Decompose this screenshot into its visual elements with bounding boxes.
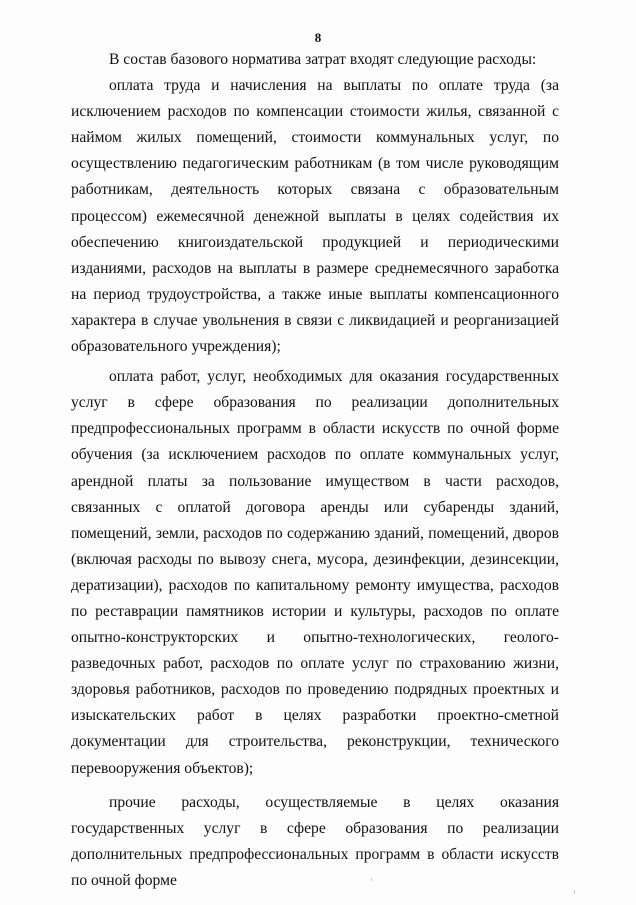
scan-speck	[574, 890, 575, 894]
paragraph-other-costs: прочие расходы, осуществляемые в целях оказания государственных услуг в сфере образования по реализации дополнительных предпрофессиональных программ в области искусств по очной форме	[71, 793, 559, 889]
paragraph-labor-costs: оплата труда и начисления на выплаты по оплате труда (за исключением расходов по компенсации стоимости жилья, связанной с наймом жилых помещений, стоимости коммунальных услуг, по осуществлению педагогическим работникам (в том числе руководящим работникам, деятельность которых связана с образовательным процессом) ежемесячной денежной выплаты в целях содействия их обеспечению книгоиздательской продукцией и периодическими изданиями, расходов на выплаты в размере среднемесячного заработка на период трудоустройства, а также иные выплаты компенсационного характера в случае увольнения в связи с ликвидацией и реорганизацией образовательного учреждения);	[71, 77, 559, 356]
document-body	[71, 47, 559, 894]
paragraph-services-costs: оплата работ, услуг, необходимых для оказания государственных услуг в сфере образования по реализации дополнительных предпрофессиональных программ в области искусств по очной форме обучения (за исключением расходов по оплате коммунальных услуг, арендной платы за пользование имуществом в части расходов, связанных с оплатой договора аренды или субаренды зданий, помещений, земли, расходов по содержанию зданий, помещений, дворов (включая расходы по вывозу снега, мусора, дезинфекции, дезинсекции, дератизации), расходов по капитальному ремонту имущества, расходов по реставрации памятников истории и культуры, расходов по оплате опытно-конструкторских и опытно-технологических, геолого-разведочных работ, расходов по оплате услуг по страхованию жизни, здоровья работников, расходов по проведению подрядных проектных и изыскательских работ в целях разработки проектно-сметной документации для строительства, реконструкции, технического перевооружения объектов);	[71, 368, 559, 777]
paragraph-intro: В состав базового норматива затрат входят следующие расходы:	[109, 51, 537, 68]
page-number: 8	[314, 30, 322, 45]
scan-speck	[371, 878, 372, 881]
